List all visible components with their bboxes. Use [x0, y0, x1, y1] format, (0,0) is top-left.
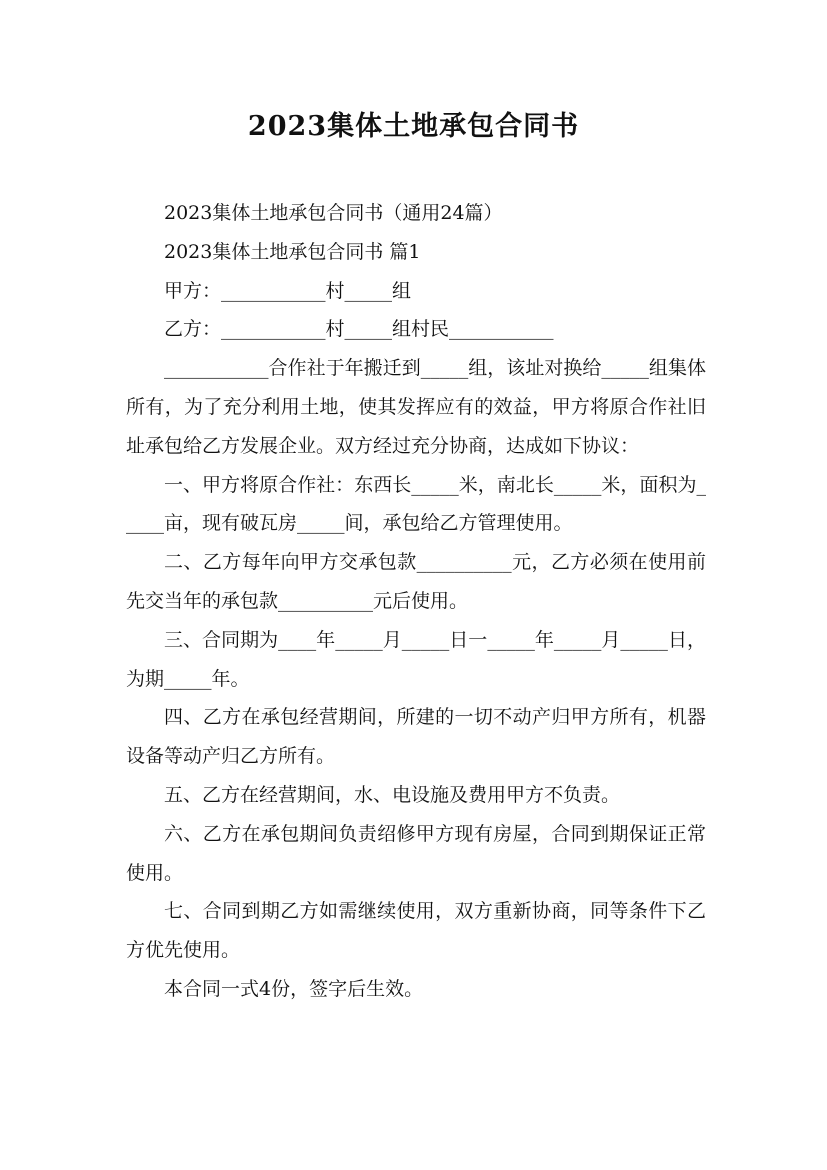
- paragraph-collection-title: 2023集体土地承包合同书（通用24篇）: [164, 202, 503, 224]
- paragraph-clause-7: 七、合同到期乙方如需继续使用，双方重新协商，同等条件下乙方优先使用。: [126, 900, 706, 962]
- paragraph-party-b: 乙方：___________村_____组村民___________: [164, 318, 554, 341]
- document-title: 2023集体土地承包合同书: [247, 111, 580, 142]
- paragraph-clause-2: 二、乙方每年向甲方交承包款__________元，乙方必须在使用前先交当年的承包款__________元后使用。: [126, 551, 706, 612]
- paragraph-clause-3: 三、合同期为____年_____月_____日一_____年_____月_____日，为期_____年。: [126, 628, 706, 690]
- paragraph-clause-4: 四、乙方在承包经营期间，所建的一切不动产归甲方所有，机器设备等动产归乙方所有。: [126, 706, 706, 768]
- document-body: [126, 194, 706, 1009]
- paragraph-clause-5: 五、乙方在经营期间，水、电设施及费用甲方不负责。: [164, 783, 621, 806]
- paragraph-clause-1: 一、甲方将原合作社：东西长_____米，南北长_____米，面积为_____亩，现有破瓦房_____间，承包给乙方管理使用。: [126, 473, 706, 535]
- paragraph-clause-6: 六、乙方在承包期间负责绍修甲方现有房屋，合同到期保证正常使用。: [126, 822, 706, 884]
- paragraph-preamble: ___________合作社于年搬迁到_____组，该址对换给_____组集体所有，为了充分利用土地，使其发挥应有的效益，甲方将原合作社旧址承包给乙方发展企业。双方经过充分协商，达成如下协议：: [126, 357, 706, 457]
- paragraph-closing: 本合同一式4份，签字后生效。: [164, 977, 424, 1000]
- paragraph-party-a: 甲方：___________村_____组: [164, 279, 412, 302]
- paragraph-article-heading: 2023集体土地承包合同书 篇1: [164, 240, 421, 263]
